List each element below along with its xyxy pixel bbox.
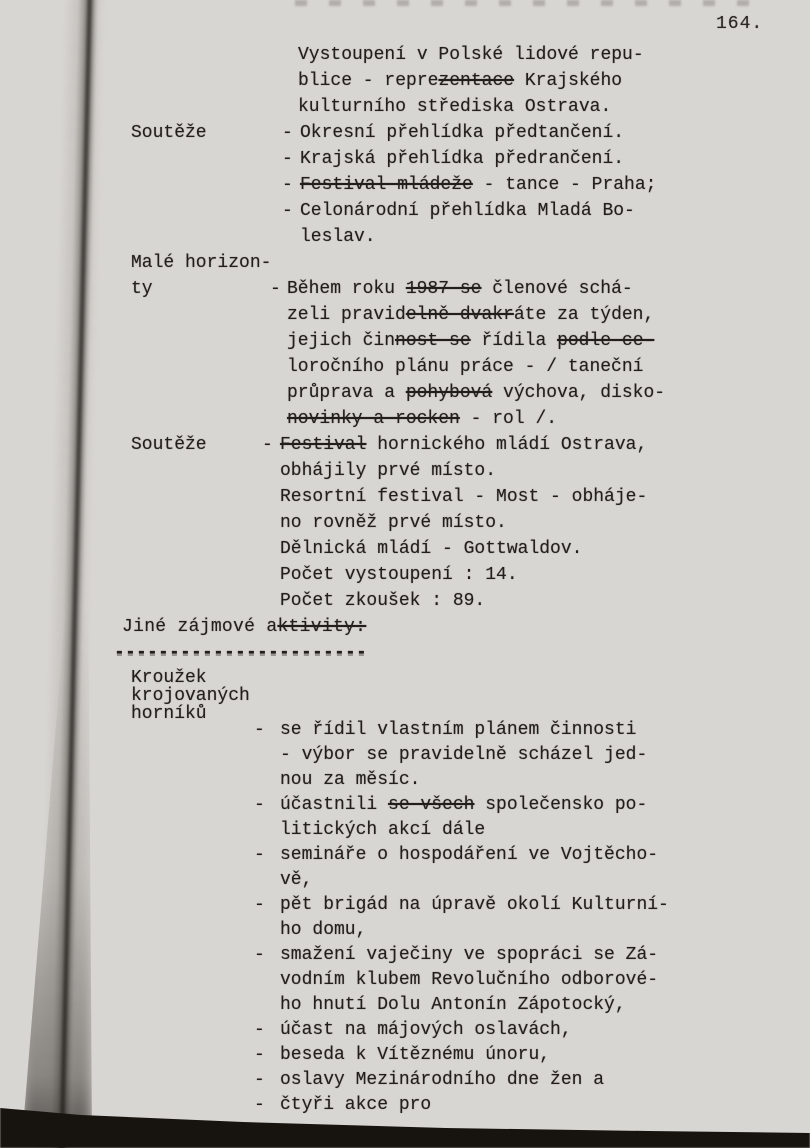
overstrike-mark: pohybová	[405, 383, 493, 403]
overstrike-mark: novinky a rocken	[287, 409, 460, 429]
list-dash: -	[254, 720, 265, 740]
overstrike-mark: Festival	[280, 435, 367, 455]
section-heading: Jiné zájmové aktivity:	[122, 617, 367, 637]
scan-artifact-top-edge	[295, 0, 765, 6]
text-line: čtyři akce pro -	[280, 1093, 810, 1118]
list-item	[254, 893, 810, 943]
text-line: vodním klubem Revolučního odborové-	[280, 970, 659, 990]
list-item	[270, 276, 810, 432]
overstrike-mark: 1987 se	[405, 279, 482, 299]
margin-label-line: Soutěže	[131, 435, 207, 455]
text-line: ho hnutí Dolu Antonín Zápotocký,	[280, 995, 626, 1015]
margin-label-line: krojovaných	[131, 686, 250, 706]
document-body	[0, 42, 810, 1118]
block-male-horizonty	[0, 250, 810, 432]
text-line: účastnili se všech společensko po- -	[280, 793, 810, 818]
margin-label-line: Malé horizon-	[131, 253, 272, 273]
text-line: ho domu,	[280, 920, 367, 940]
text-line: průprava a pohybová výchova, disko-	[287, 383, 666, 403]
block-content	[270, 250, 810, 432]
text-line: Krajská přehlídka předrančení. -	[300, 146, 810, 172]
text-line: blice - reprezentace Krajského	[298, 71, 623, 91]
list-item	[254, 793, 810, 843]
text-line: pět brigád na úpravě okolí Kulturní- -	[280, 893, 810, 918]
heading-underline-dashes: -----------------------	[114, 640, 368, 666]
text-line: Celonárodní přehlídka Mladá Bo- -	[300, 198, 810, 224]
margin-label-line: Soutěže	[131, 123, 207, 143]
text-line: smažení vaječiny ve spopráci se Zá- -	[280, 943, 810, 968]
overstrike-mark: Festival mládeže	[300, 175, 473, 195]
list-item	[282, 198, 810, 250]
list-dash: -	[254, 845, 265, 865]
text-line: Resortní festival - Most - obháje-	[280, 487, 648, 507]
list-dash: -	[254, 945, 265, 965]
list-item	[254, 1043, 810, 1068]
text-line: Počet zkoušek : 89.	[280, 591, 486, 611]
text-line: Dělnická mládí - Gottwaldov.	[280, 539, 583, 559]
list-dash: -	[282, 149, 293, 169]
margin-label	[131, 669, 250, 723]
text-line: nou za měsíc.	[280, 770, 421, 790]
list-item	[254, 1068, 810, 1093]
block-souteze-2	[0, 432, 810, 614]
text-line: se řídil vlastním plánem činnosti -	[280, 718, 810, 743]
block-content	[262, 432, 810, 614]
list-dash: -	[254, 1020, 265, 1040]
text-line: - výbor se pravidelně scházel jed-	[280, 745, 648, 765]
list-dash: -	[254, 1095, 265, 1115]
text-line: jejich činnost se řídila podle ce-	[287, 331, 655, 351]
list-item	[282, 120, 810, 146]
list-item	[254, 718, 810, 793]
text-line: litických akcí dále	[280, 820, 486, 840]
margin-label-line: ty	[131, 279, 153, 299]
list-dash: -	[282, 123, 293, 143]
overstrike-mark: nost se	[395, 331, 471, 351]
list-item	[254, 1093, 810, 1118]
text-line: beseda k Vítěznému únoru, -	[280, 1043, 810, 1068]
overstrike-mark: se všech	[388, 795, 475, 815]
block-jine-aktivity	[114, 614, 810, 666]
list-dash: -	[270, 279, 281, 299]
block-content	[282, 120, 810, 250]
margin-label-line: Kroužek	[131, 668, 207, 688]
text-line: zeli pravidelně dvakráte za týden,	[287, 305, 655, 325]
block-content	[254, 666, 810, 1118]
list-dash: -	[254, 795, 265, 815]
margin-label	[131, 250, 271, 302]
overstrike-mark: ktivity:	[277, 617, 367, 637]
list-item	[282, 172, 810, 198]
block-content	[298, 42, 810, 120]
text-line: no rovněž prvé místo.	[280, 513, 507, 533]
list-dash: -	[282, 201, 293, 221]
page-number: 164.	[716, 14, 764, 34]
margin-label-line: horníků	[131, 704, 207, 724]
list-item	[254, 943, 810, 1018]
margin-label	[131, 432, 207, 458]
list-item	[282, 146, 810, 172]
text-line: oslavy Mezinárodního dne žen a -	[280, 1068, 810, 1093]
text-line: vě,	[280, 870, 313, 890]
list-item	[254, 1018, 810, 1043]
list-item	[298, 42, 810, 120]
overstrike-mark: zentace	[438, 71, 515, 91]
list-dash: -	[254, 895, 265, 915]
text-line: Festival mládeže - tance - Praha; -	[300, 172, 810, 198]
margin-label	[131, 120, 207, 146]
text-line: Okresní přehlídka předtančení. -	[300, 120, 810, 146]
text-line: Vystoupení v Polské lidové repu-	[298, 45, 644, 65]
text-line: účast na májových oslavách, -	[280, 1018, 810, 1043]
list-dash: -	[282, 175, 293, 195]
text-line: novinky a rocken - rol /.	[287, 409, 558, 429]
block-krouzek	[0, 666, 810, 1118]
text-line: Během roku 1987 se členové schá- -	[287, 276, 810, 302]
overstrike-mark: elně dvakr	[405, 305, 514, 325]
list-dash: -	[254, 1045, 265, 1065]
list-dash: -	[254, 1070, 265, 1090]
list-item	[262, 432, 810, 614]
block-souteze-1	[0, 120, 810, 250]
text-line: loročního plánu práce - / taneční	[287, 357, 644, 377]
text-line: obhájily prvé místo.	[280, 461, 497, 481]
list-dash: -	[262, 435, 273, 455]
text-line: Festival hornického mládí Ostrava, -	[280, 432, 810, 458]
list-item	[254, 843, 810, 893]
block-intro	[0, 42, 810, 120]
text-line: Počet vystoupení : 14.	[280, 565, 518, 585]
overstrike-mark: podle ce-	[557, 331, 655, 351]
text-line: leslav.	[300, 227, 376, 247]
text-line: kulturního střediska Ostrava.	[298, 97, 612, 117]
text-line: semináře o hospodáření ve Vojtěcho- -	[280, 843, 810, 868]
